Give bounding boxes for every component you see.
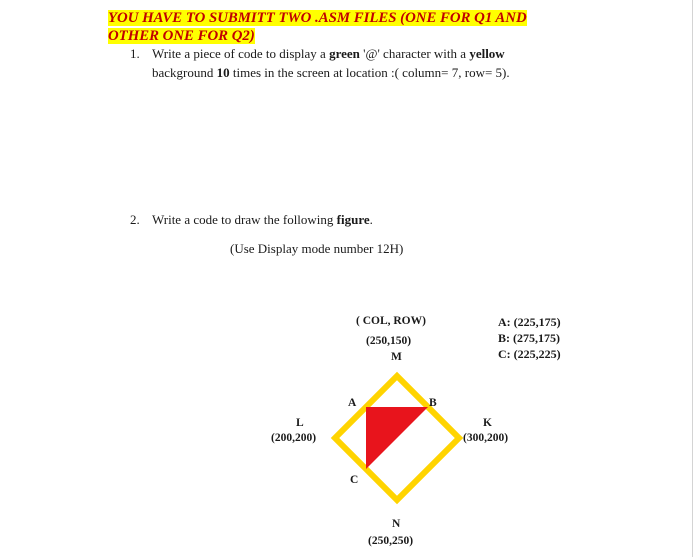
point-c-label: C: [350, 474, 359, 486]
q1-green-word: green: [329, 46, 360, 61]
point-a-label: A: [348, 397, 357, 409]
legend-point-b: B: (275,175): [498, 331, 560, 345]
headline-line-1: YOU HAVE TO SUBMITT TWO .ASM FILES (ONE FOR Q1 AND: [108, 10, 527, 26]
legend-point-c: C: (225,225): [498, 347, 561, 361]
point-b-label: B: [429, 397, 437, 409]
q2-figure-word: figure: [336, 212, 370, 227]
display-mode-note: (Use Display mode number 12H): [230, 241, 404, 256]
q2-text-b: .: [369, 212, 373, 227]
col-row-label: ( COL, ROW): [356, 315, 426, 327]
q1-text-b: '@' character with a: [359, 46, 470, 61]
red-triangle: [366, 407, 428, 469]
point-n-label: N: [392, 518, 401, 530]
q1-text-a: Write a piece of code to display a: [152, 46, 330, 61]
point-m-label: M: [391, 351, 402, 363]
q1-text-d: times in the screen at location :( column= 7, row= 5).: [229, 65, 510, 80]
point-m-coords: (250,150): [366, 335, 412, 347]
q1-times: 10: [216, 65, 230, 80]
point-k-coords: (300,200): [463, 432, 509, 444]
point-l-coords: (200,200): [271, 432, 317, 444]
point-l-label: L: [296, 417, 304, 429]
legend-point-a: A: (225,175): [498, 315, 561, 329]
point-n-coords: (250,250): [368, 535, 414, 547]
headline-line-2: OTHER ONE FOR Q2): [108, 28, 255, 44]
q2-text-a: Write a code to draw the following: [152, 212, 337, 227]
q1-yellow-word: yellow: [469, 46, 505, 61]
question-2-number: 2.: [130, 212, 140, 227]
points-legend: [498, 314, 561, 362]
q1-text-c: background: [152, 65, 217, 80]
question-1-number: 1.: [130, 46, 140, 61]
point-k-label: K: [483, 417, 492, 429]
